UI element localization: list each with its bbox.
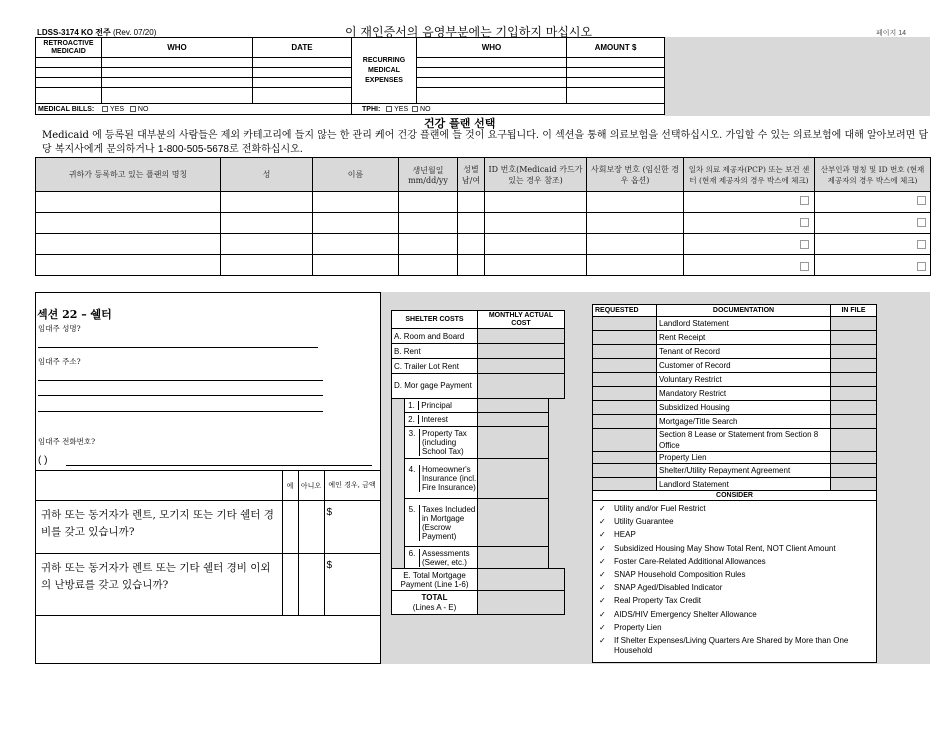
consider-text: SNAP Aged/Disabled Indicator — [614, 583, 723, 593]
cell[interactable] — [485, 234, 587, 255]
in-file-header: IN FILE — [831, 305, 877, 317]
cell[interactable] — [36, 255, 221, 276]
cell[interactable] — [253, 78, 352, 88]
doc-item: Shelter/Utility Repayment Agreement — [657, 464, 831, 478]
sub-2-label: Interest — [421, 415, 448, 424]
question-1: 귀하 또는 동거자가 렌트, 모기지 또는 기타 쉘터 경비를 갖고 있습니까? — [35, 501, 282, 554]
indent — [392, 427, 405, 459]
cell[interactable] — [587, 234, 684, 255]
check-icon: ✓ — [599, 569, 606, 579]
in-file-cell — [831, 359, 877, 373]
landlord-address-line-2[interactable] — [38, 395, 323, 396]
in-file-cell — [831, 478, 877, 491]
requested-cell — [593, 387, 657, 401]
q1-dollar: $ — [326, 507, 333, 518]
who-header: WHO — [102, 38, 253, 58]
total-text: TOTAL — [421, 592, 448, 602]
cell[interactable] — [313, 192, 399, 213]
cell[interactable] — [684, 255, 815, 276]
in-file-cell — [831, 415, 877, 429]
cell[interactable] — [36, 78, 102, 88]
sub-5-num: 5. — [408, 504, 416, 514]
cell[interactable] — [313, 213, 399, 234]
intro-phone: 1-800-505-5678 — [157, 144, 229, 155]
cell[interactable] — [313, 255, 399, 276]
check-icon: ✓ — [599, 622, 606, 632]
in-file-cell — [831, 387, 877, 401]
cell[interactable] — [399, 192, 458, 213]
doc-item: Customer of Record — [657, 359, 831, 373]
spacer — [549, 399, 565, 413]
health-plan-title: 건강 플랜 선택 — [424, 117, 496, 130]
in-file-cell — [831, 373, 877, 387]
spacer — [549, 427, 565, 459]
tphi-no-checkbox[interactable] — [412, 106, 418, 112]
sub-6-label: Assessments (Sewer, etc.) — [419, 549, 477, 567]
cell[interactable] — [485, 213, 587, 234]
sub-1 — [405, 399, 478, 413]
indent — [392, 499, 405, 547]
cell[interactable] — [587, 213, 684, 234]
health-plan-intro — [42, 129, 932, 157]
landlord-address-label: 임대주 주소? — [38, 357, 81, 366]
health-plan-table — [35, 157, 931, 276]
consider-text: HEAP — [614, 530, 636, 540]
col-plan-name: 귀하가 등록하고 있는 플랜의 명칭 — [36, 158, 221, 192]
monthly-cost-header: MONTHLY ACTUAL COST — [478, 311, 565, 329]
requested-cell — [593, 345, 657, 359]
indent — [392, 413, 405, 427]
cell[interactable] — [684, 234, 815, 255]
cell[interactable] — [567, 78, 665, 88]
cell[interactable] — [684, 192, 815, 213]
consider-text: AIDS/HIV Emergency Shelter Allowance — [614, 609, 757, 619]
consider-header: CONSIDER — [593, 491, 877, 501]
medical-bills-label: MEDICAL BILLS: — [38, 105, 95, 113]
requested-cell — [593, 464, 657, 478]
total-sub: (Lines A - E) — [412, 602, 457, 612]
sub-6 — [405, 547, 478, 569]
requested-cell — [593, 373, 657, 387]
cell[interactable] — [815, 192, 931, 213]
col-last-name: 성 — [221, 158, 313, 192]
doc-item: Landlord Statement — [657, 317, 831, 331]
doc-item: Tenant of Record — [657, 345, 831, 359]
who2-header: WHO — [417, 38, 567, 58]
pcp-checkbox-4[interactable] — [800, 262, 809, 271]
recurring-header: RECURRING MEDICAL EXPENSES — [352, 38, 417, 104]
ob-checkbox-3[interactable] — [917, 240, 926, 249]
bills-no-checkbox[interactable] — [130, 106, 136, 112]
amount-header: 예인 경우, 금액 — [324, 471, 380, 501]
sub-2-num: 2. — [405, 415, 419, 424]
cell[interactable] — [485, 192, 587, 213]
requested-cell — [593, 478, 657, 491]
section-22-title: 섹션 22 – 쉘터 — [37, 308, 112, 321]
sub-1-label: Principal — [421, 401, 452, 410]
pcp-checkbox-3[interactable] — [800, 240, 809, 249]
q2-amount-cell[interactable] — [324, 554, 380, 616]
consider-text: Real Property Tax Credit — [614, 596, 701, 606]
documentation-table — [592, 304, 877, 663]
requested-cell — [593, 359, 657, 373]
total-label — [392, 591, 478, 615]
yes-header: 예 — [282, 471, 298, 501]
no-header: 아니오 — [298, 471, 324, 501]
cell[interactable] — [417, 88, 567, 104]
spacer — [549, 547, 565, 569]
tphi-row — [352, 104, 665, 115]
doc-item: Property Lien — [657, 452, 831, 464]
col-ob: 산부인과 명칭 및 ID 번호 (현재 제공자의 경우 박스에 체크) — [815, 158, 931, 192]
sub-4-label: Homeowner's Insurance (incl. Fire Insurance) — [419, 465, 477, 492]
sub-3 — [405, 427, 478, 459]
requested-cell — [593, 452, 657, 464]
sub-5-amount — [478, 499, 549, 547]
consider-text: SNAP Household Composition Rules — [614, 569, 746, 579]
consider-item — [599, 504, 870, 514]
rent-amount — [478, 344, 565, 359]
question-header-blank — [35, 471, 282, 501]
in-file-cell — [831, 345, 877, 359]
col-first-name: 이름 — [313, 158, 399, 192]
ob-checkbox-1[interactable] — [917, 196, 926, 205]
indent — [392, 399, 405, 413]
in-file-cell — [831, 401, 877, 415]
cell[interactable] — [102, 58, 253, 68]
doc-item: Section 8 Lease or Statement from Section 8 Office — [657, 429, 831, 452]
cell[interactable] — [221, 234, 313, 255]
col-id: ID 번호(Medicaid 카드가 있는 경우 참조) — [485, 158, 587, 192]
check-icon: ✓ — [599, 556, 606, 566]
doc-item: Landlord Statement — [657, 478, 831, 491]
sub-4-amount — [478, 459, 549, 499]
tphi-yes-checkbox[interactable] — [386, 106, 392, 112]
spacer — [549, 459, 565, 499]
sub-3-label: Property Tax (including School Tax) — [419, 429, 477, 456]
col-pcp: 일차 의료 제공자(PCP) 또는 보건 센터 (현재 제공자의 경우 박스에 체크) — [684, 158, 815, 192]
mortgage-amount — [478, 374, 565, 399]
consider-item — [599, 636, 870, 656]
q1-amount-cell[interactable] — [324, 501, 380, 554]
in-file-cell — [831, 452, 877, 464]
trailer-lot-label: C. Trailer Lot Rent — [392, 359, 478, 374]
cell[interactable] — [36, 88, 102, 104]
consider-text: Property Lien — [614, 622, 662, 632]
total-amount — [478, 591, 565, 615]
check-icon: ✓ — [599, 609, 606, 619]
cell[interactable] — [815, 213, 931, 234]
cell[interactable] — [417, 68, 567, 78]
cell[interactable] — [399, 255, 458, 276]
sub-2-amount — [478, 413, 549, 427]
tphi-yes-label: YES — [394, 105, 409, 113]
cell[interactable] — [36, 213, 221, 234]
sub-3-amount — [478, 427, 549, 459]
cell[interactable] — [221, 255, 313, 276]
q2-dollar: $ — [326, 560, 333, 571]
requested-cell — [593, 415, 657, 429]
cell[interactable] — [567, 88, 665, 104]
landlord-name-input[interactable] — [38, 347, 318, 348]
cell[interactable] — [587, 192, 684, 213]
sub-4-num: 4. — [408, 465, 416, 474]
shaded-area — [664, 37, 930, 116]
form-id-text: LDSS-3174 KO 전주 — [37, 28, 111, 37]
cell[interactable] — [458, 213, 485, 234]
consider-item — [599, 610, 870, 620]
cell[interactable] — [253, 58, 352, 68]
cell[interactable] — [458, 255, 485, 276]
page-number: 페이지 14 — [876, 30, 907, 37]
room-board-amount — [478, 329, 565, 344]
doc-item: Rent Receipt — [657, 331, 831, 345]
cell[interactable] — [399, 234, 458, 255]
consider-item — [599, 530, 870, 540]
in-file-cell — [831, 429, 877, 452]
cell[interactable] — [815, 255, 931, 276]
consider-item — [599, 517, 870, 527]
pcp-checkbox-2[interactable] — [800, 218, 809, 227]
in-file-cell — [831, 317, 877, 331]
cell[interactable] — [417, 78, 567, 88]
cell[interactable] — [458, 192, 485, 213]
cell[interactable] — [102, 78, 253, 88]
intro-tail: 로 전화하십시오. — [228, 144, 303, 155]
cell[interactable] — [102, 68, 253, 78]
doc-item: Voluntary Restrict — [657, 373, 831, 387]
cell[interactable] — [399, 213, 458, 234]
cell[interactable] — [253, 88, 352, 104]
consider-item — [599, 583, 870, 593]
cell[interactable] — [36, 192, 221, 213]
cell[interactable] — [36, 68, 102, 78]
sub-1-amount — [478, 399, 549, 413]
mortgage-label: D. Mor gage Payment — [392, 374, 478, 399]
in-file-cell — [831, 331, 877, 345]
q1-no-cell[interactable] — [298, 501, 324, 554]
requested-cell — [593, 331, 657, 345]
total-mortgage-amount — [478, 569, 565, 591]
consider-item — [599, 557, 870, 567]
requested-cell — [593, 317, 657, 331]
bills-yes-checkbox[interactable] — [102, 106, 108, 112]
col-dob: 생년월일 mm/dd/yy — [399, 158, 458, 192]
intro-text: Medicaid 에 등록된 대부분의 사람들은 제외 카테고리에 들지 않는 한 관리 케어 건강 플랜에 들 것이 요구됩니다. 이 섹션을 통해 의료보험을 선택하십시오. 가입할 수 있는 의료보험에 대해 알아보려면 담당 복지사에게 문의하거나 — [42, 130, 929, 155]
landlord-name-label: 임대주 성명? — [38, 324, 81, 333]
requested-cell — [593, 401, 657, 415]
col-ssn: 사회보장 번호 (임신한 경우 옵션) — [587, 158, 684, 192]
cell[interactable] — [485, 255, 587, 276]
check-icon: ✓ — [599, 504, 606, 513]
shelter-questions-table — [35, 470, 381, 616]
tphi-label: TPHI: — [362, 105, 381, 113]
sub-5 — [405, 499, 478, 547]
consider-text: Foster Care-Related Additional Allowances — [614, 556, 766, 566]
check-icon: ✓ — [599, 635, 606, 645]
q1-yes-cell[interactable] — [282, 501, 298, 554]
spacer — [549, 413, 565, 427]
consider-text: If Shelter Expenses/Living Quarters Are Shared by More than One Household — [614, 635, 849, 655]
check-icon: ✓ — [599, 530, 606, 540]
cell[interactable] — [567, 58, 665, 68]
requested-cell — [593, 429, 657, 452]
consider-text: Subsidized Housing May Show Total Rent, NOT Client Amount — [614, 543, 836, 553]
requested-header: REQUESTED — [593, 305, 657, 317]
consider-text: Utility Guarantee — [614, 517, 674, 527]
tphi-no-label: NO — [420, 105, 431, 113]
doc-item: Mandatory Restrict — [657, 387, 831, 401]
landlord-phone-input[interactable] — [66, 465, 372, 466]
sub-1-num: 1. — [405, 401, 419, 410]
consider-item — [599, 570, 870, 580]
amount-header: AMOUNT $ — [567, 38, 665, 58]
cell[interactable] — [102, 88, 253, 104]
cell[interactable] — [684, 213, 815, 234]
ob-checkbox-2[interactable] — [917, 218, 926, 227]
retro-medicaid-header: RETROACTIVE MEDICAID — [36, 38, 102, 58]
check-icon: ✓ — [599, 517, 606, 527]
cell[interactable] — [458, 234, 485, 255]
spacer — [549, 499, 565, 547]
check-icon: ✓ — [599, 583, 606, 593]
sub-5-label: Taxes Included in Mortgage (Escrow Payment) — [419, 505, 477, 541]
indent — [392, 547, 405, 569]
cell[interactable] — [36, 58, 102, 68]
cell[interactable] — [221, 192, 313, 213]
sub-3-num: 3. — [408, 429, 416, 438]
cell[interactable] — [815, 234, 931, 255]
col-sex: 성별 남/여 — [458, 158, 485, 192]
q2-no-cell[interactable] — [298, 554, 324, 616]
medical-expenses-table — [35, 37, 665, 115]
cell[interactable] — [313, 234, 399, 255]
cell[interactable] — [36, 234, 221, 255]
phone-area-code: ( ) — [38, 455, 48, 466]
room-board-label: A. Room and Board — [392, 329, 478, 344]
form-rev: (Rev. 07/20) — [112, 28, 157, 37]
landlord-phone-label: 임대주 전화번호? — [38, 437, 96, 446]
rent-label: B. Rent — [392, 344, 478, 359]
indent — [392, 459, 405, 499]
total-mortgage-label: E. Total Mortgage Payment (Line 1-6) — [392, 569, 478, 591]
consider-item — [599, 544, 870, 554]
sub-4 — [405, 459, 478, 499]
bills-yes-label: YES — [110, 105, 125, 113]
doc-item: Subsidized Housing — [657, 401, 831, 415]
check-icon: ✓ — [599, 543, 606, 553]
in-file-cell — [831, 464, 877, 478]
question-2: 귀하 또는 동거자가 렌트 또는 기타 쉘터 경비 이외의 난방료를 갖고 있습니까? — [35, 554, 282, 616]
check-icon: ✓ — [599, 596, 606, 606]
cell[interactable] — [567, 68, 665, 78]
sub-6-num: 6. — [408, 548, 416, 558]
cell[interactable] — [417, 58, 567, 68]
sub-6-amount — [478, 547, 549, 569]
cell[interactable] — [587, 255, 684, 276]
sub-2 — [405, 413, 478, 427]
consider-item — [599, 596, 870, 606]
doc-item: Mortgage/Title Search — [657, 415, 831, 429]
shelter-costs-table — [391, 310, 565, 615]
documentation-header: DOCUMENTATION — [657, 305, 831, 317]
ob-checkbox-4[interactable] — [917, 262, 926, 271]
bills-no-label: NO — [137, 105, 149, 113]
cell[interactable] — [221, 213, 313, 234]
landlord-address-line-1[interactable] — [38, 380, 323, 381]
pcp-checkbox-1[interactable] — [800, 196, 809, 205]
trailer-lot-amount — [478, 359, 565, 374]
consider-list — [593, 501, 877, 663]
cell[interactable] — [253, 68, 352, 78]
landlord-address-line-3[interactable] — [38, 411, 323, 412]
medical-bills-row — [36, 104, 352, 115]
shading-warning: 이 재인증서의 음영부분에는 기입하지 마십시오 — [345, 25, 593, 39]
q2-yes-cell[interactable] — [282, 554, 298, 616]
date-header: DATE — [253, 38, 352, 58]
consider-text: Utility and/or Fuel Restrict — [614, 504, 706, 513]
shelter-costs-header: SHELTER COSTS — [392, 311, 478, 329]
consider-item — [599, 623, 870, 633]
